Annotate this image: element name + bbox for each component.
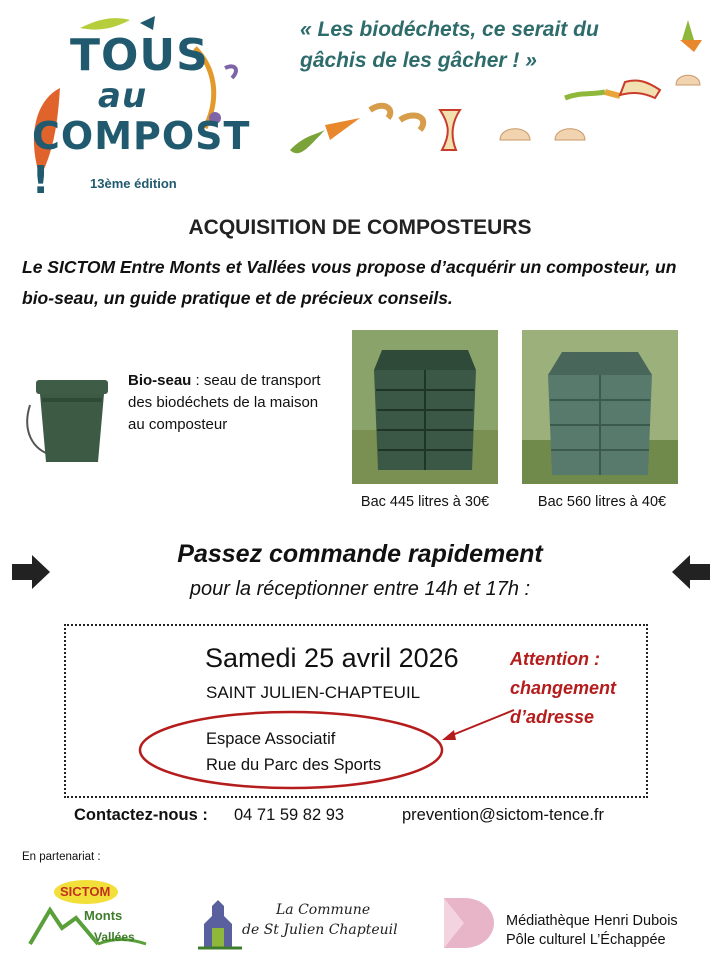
carrot-top-icon [680,20,702,52]
apple-core-icon [440,110,460,150]
logo-edition: 13ème édition [90,176,177,191]
carrot-icon [290,118,360,153]
leek-icon [565,92,620,98]
sictom-logo [28,878,148,952]
sictom-line3: Vallées [94,930,135,944]
page-title: ACQUISITION DE COMPOSTEURS [188,216,532,239]
tous-au-compost-logo [20,8,250,203]
commune-logo [198,898,428,950]
intro-text: Le SICTOM Entre Monts et Vallées vous propose d’acquérir un composteur, un bio-seau, un guide pratique et de précieux conseils. [22,257,677,308]
contact-email[interactable]: prevention@sictom-tence.fr [402,806,604,824]
contact-label: Contactez-nous : [74,806,208,824]
contact-phone[interactable]: 04 71 59 82 93 [234,806,345,824]
slogan-quote: « Les biodéchets, ce serait du gâchis de les gâcher ! » [300,18,599,72]
bioseau-description [128,370,328,436]
bin-445-caption: Bac 445 litres à 30€ [360,494,490,510]
sictom-line1: SICTOM [60,884,111,899]
bin-560-caption: Bac 560 litres à 40€ [537,494,667,510]
food-scraps-illustration [270,0,720,180]
bioseau-desc: : seau de transport des biodéchets de la maison au composteur [128,372,321,433]
order-subtitle: pour la réceptionner entre 14h et 17h : [189,578,531,600]
mediatheque-line1: Médiathèque Henri Dubois [506,913,678,929]
bin-445-photo [352,330,498,484]
event-date: Samedi 25 avril 2026 [205,643,459,673]
address-highlight-ellipse [138,710,444,790]
eggshell-icon [500,129,585,140]
bin-560-photo [522,330,678,484]
apple-core-icon-2 [620,80,660,98]
partners-label: En partenariat : [22,851,101,863]
pointer-arrow-icon [438,706,518,746]
address-line-2: Rue du Parc des Sports [206,756,382,774]
mediatheque-line2: Pôle culturel L’Échappée [506,932,666,948]
mediatheque-logo [442,896,712,952]
logo-line-au: au [98,76,148,116]
logo-line-tous: TOUS [70,30,209,81]
sictom-line2: Monts [84,908,123,923]
commune-line2: de St Julien Chapteuil [242,922,398,938]
bioseau-label: Bio-seau [128,372,192,389]
eggshell-icon-2 [676,75,700,85]
event-city: SAINT JULIEN-CHAPTEUIL [206,683,421,702]
commune-line1: La Commune [276,902,371,918]
attention-note: Attention : changement d’adresse [510,649,617,727]
address-line-1: Espace Associatif [206,730,336,748]
logo-line-compost: COMPOST ! [32,114,251,202]
order-title: Passez commande rapidement [177,540,543,568]
bio-bucket-image [22,370,122,470]
peel-icon [370,106,423,130]
